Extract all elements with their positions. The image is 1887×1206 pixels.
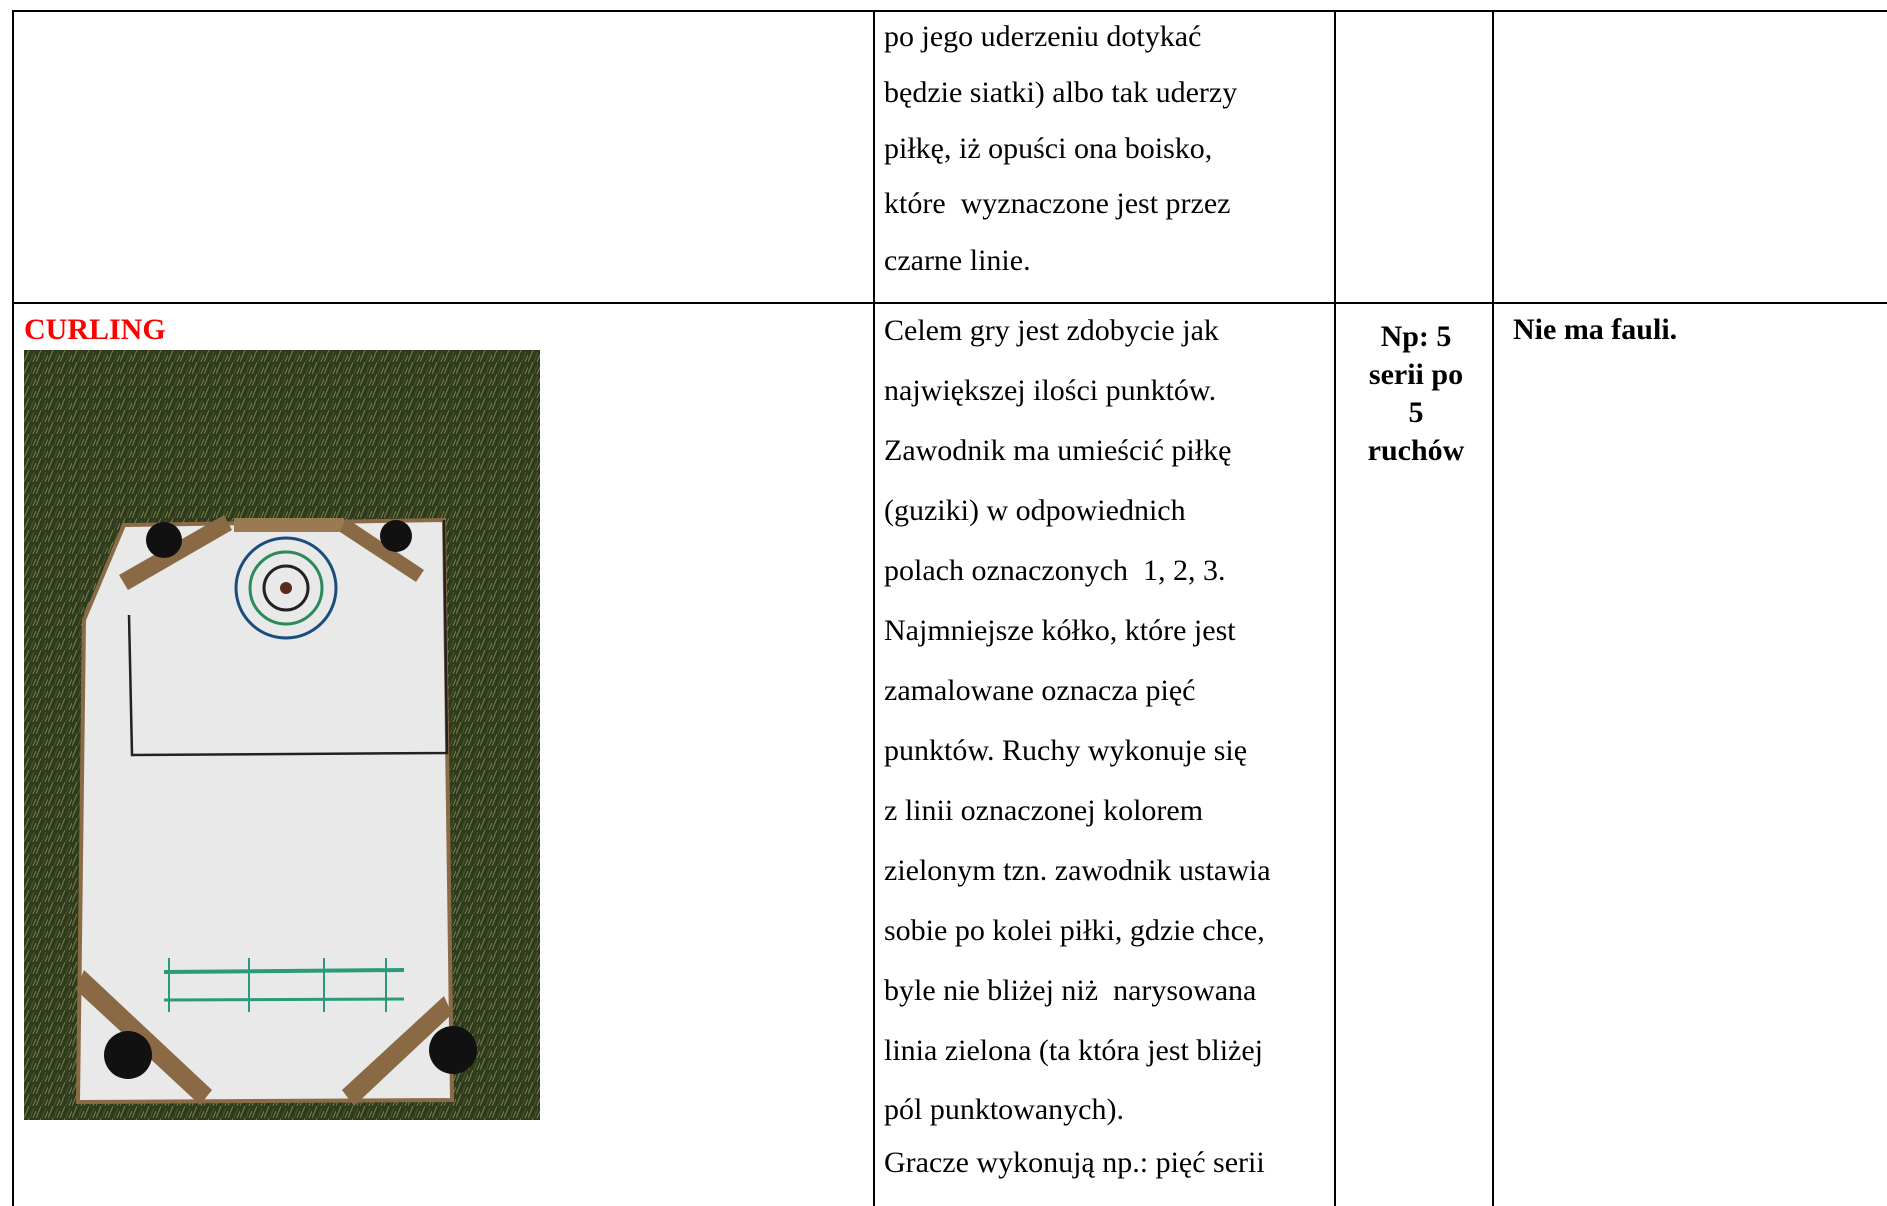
rules-line: polach oznaczonych 1, 2, 3. [884,554,1226,587]
rules-line: z linii oznaczonej kolorem [884,794,1204,827]
curling-board-photo [24,350,540,1120]
rules-line: Zawodnik ma umieścić piłkę [884,434,1232,467]
column-divider-1 [873,10,875,1206]
table-border-left [12,10,14,1206]
rules-line: po jego uderzeniu dotykać [884,20,1202,53]
series-count-line: 5 [1408,396,1424,429]
rules-line: największej ilości punktów. [884,374,1217,407]
rules-line: Najmniejsze kółko, które jest [884,614,1236,647]
rules-line: punktów. Ruchy wykonuje się [884,734,1248,767]
series-count-line: Np: 5 [1380,320,1452,353]
rules-line: byle nie bliżej niż narysowana [884,974,1257,1007]
rules-line: zamalowane oznacza pięć [884,674,1196,707]
column-divider-2 [1334,10,1336,1206]
column-divider-3 [1492,10,1494,1206]
rules-line: (guziki) w odpowiednich [884,494,1186,527]
game-title: CURLING [24,313,166,346]
series-count-line: ruchów [1367,434,1465,467]
rules-line: linia zielona (ta która jest bliżej [884,1034,1264,1067]
rules-line: piłkę, iż opuści ona boisko, [884,132,1213,165]
rules-line: pól punktowanych). [884,1093,1124,1126]
series-count [1337,318,1495,470]
rules-line: zielonym tzn. zawodnik ustawia [884,854,1271,887]
rules-line: które wyznaczone jest przez [884,187,1231,220]
rules-line: Celem gry jest zdobycie jak [884,314,1219,347]
rules-line: czarne linie. [884,244,1031,277]
rules-line: sobie po kolei piłki, gdzie chce, [884,914,1265,947]
rules-line: Gracze wykonują np.: pięć serii [884,1146,1265,1179]
series-count-line: serii po [1368,358,1464,391]
fouls-text: Nie ma fauli. [1513,313,1678,346]
rules-line: będzie siatki) albo tak uderzy [884,76,1238,109]
